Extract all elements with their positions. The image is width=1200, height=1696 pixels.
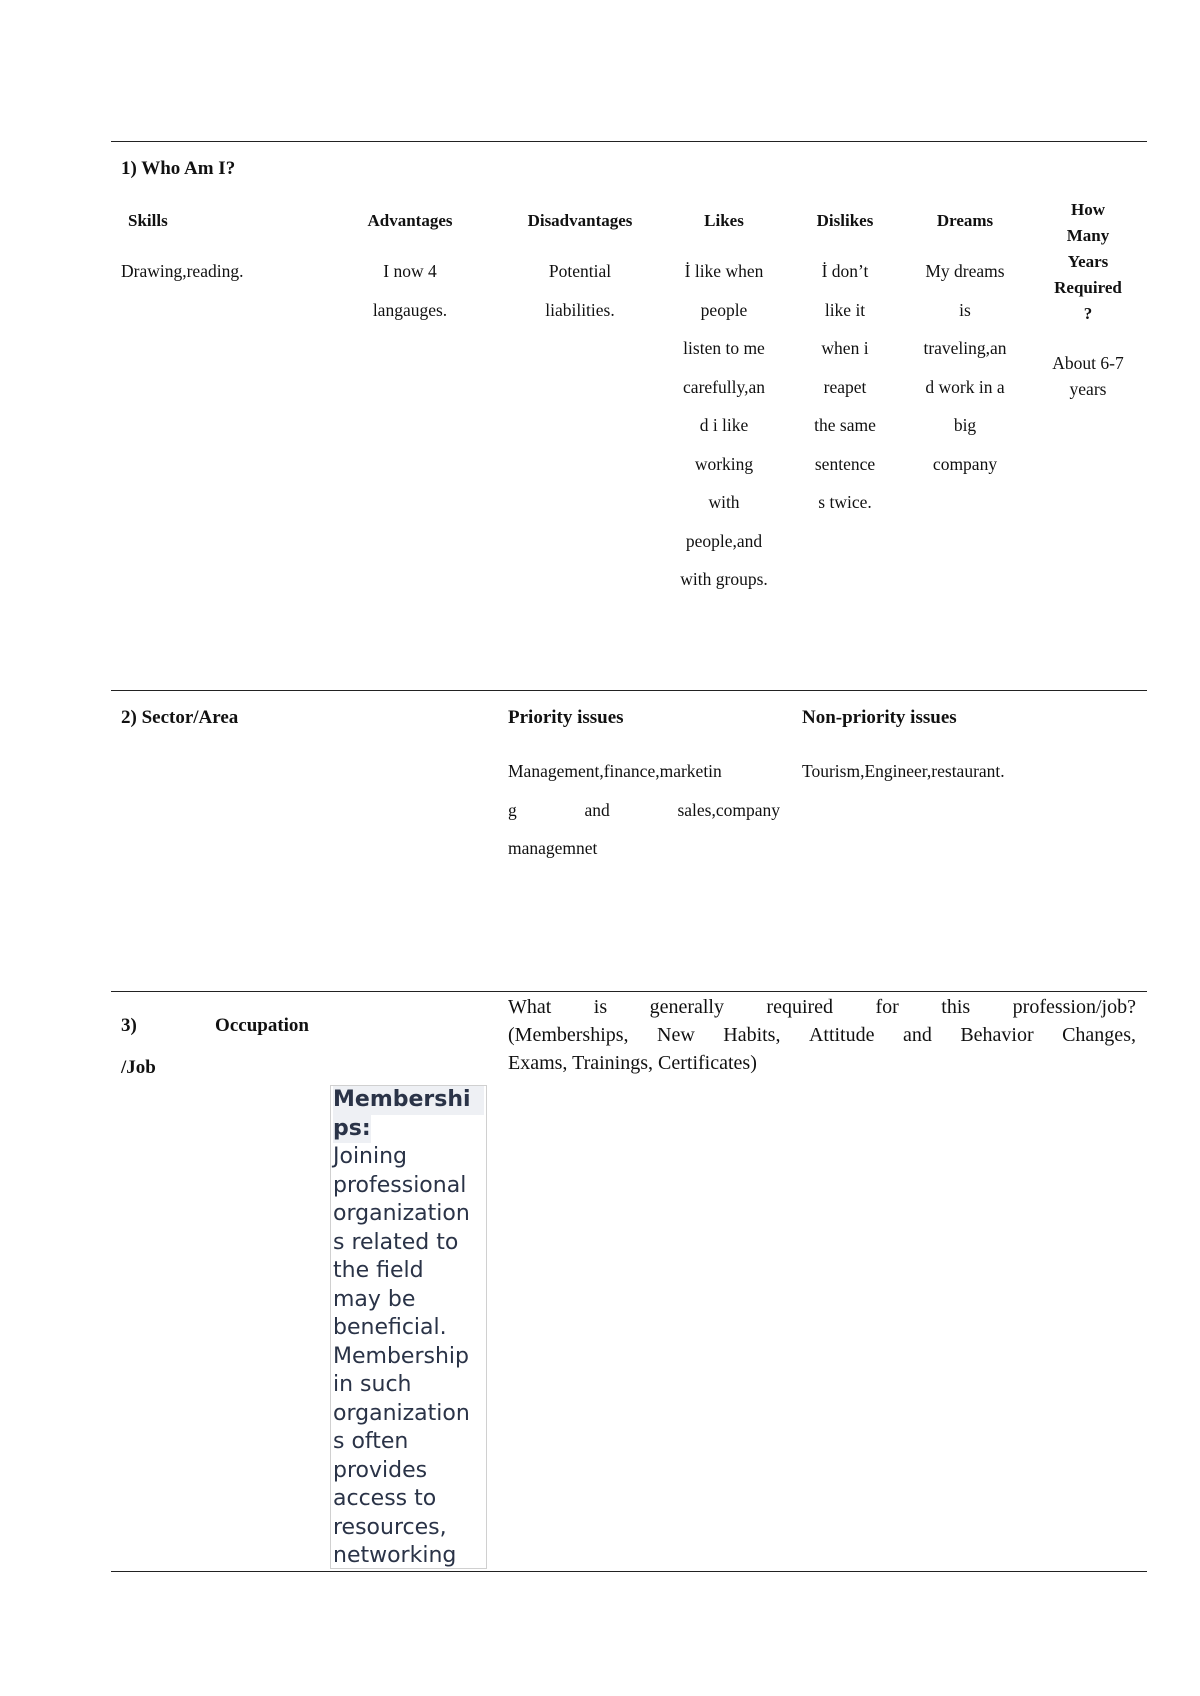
likes-line: with groups.: [680, 569, 768, 589]
dislikes-line: reapet: [823, 376, 867, 397]
priority-line: [508, 791, 780, 830]
priority-word: sales,company: [677, 799, 780, 820]
years-line: About 6-7: [1052, 353, 1124, 373]
priority-issues-cell: [508, 752, 780, 868]
skills-cell: [121, 252, 243, 291]
likes-cell: [664, 252, 784, 599]
question-word: generally: [649, 996, 724, 1018]
question-word: is: [593, 996, 608, 1018]
likes-line: people: [700, 299, 748, 320]
memberships-body-line: provides: [333, 1457, 428, 1483]
dreams-line: d work in a: [925, 376, 1005, 397]
memberships-content: [331, 1086, 486, 1569]
header-years-line: How: [1071, 200, 1105, 219]
priority-word: and: [584, 799, 610, 820]
likes-line: d i like: [699, 415, 749, 435]
disadvantages-line: Potential: [548, 261, 612, 281]
dislikes-line: s twice.: [818, 492, 872, 512]
years-line: years: [1069, 379, 1107, 399]
nonpriority-issues-header: Non-priority issues: [802, 707, 957, 728]
section-1-title: 1) Who Am I?: [121, 158, 236, 179]
years-cell: [1030, 350, 1146, 402]
likes-line: carefully,an: [683, 376, 765, 397]
memberships-body-line: s often: [333, 1429, 409, 1454]
top-rule-section-1: [111, 141, 1147, 142]
memberships-body-line: beneficial.: [333, 1315, 447, 1340]
section-3-title-line: [121, 1005, 309, 1047]
header-years-line: ?: [1083, 304, 1093, 323]
priority-line: managemnet: [508, 838, 598, 858]
header-advantages: Advantages: [367, 211, 453, 230]
question-word: profession/job?: [1012, 996, 1136, 1018]
question-word: (Memberships,: [508, 1024, 629, 1046]
advantages-line: I now 4: [383, 261, 437, 281]
header-years-line: Required: [1054, 278, 1122, 297]
memberships-heading-line: Membershi: [333, 1086, 484, 1115]
memberships-body-line: professional: [333, 1172, 467, 1198]
section-3-title-number: 3): [121, 1015, 137, 1036]
priority-issues-header: Priority issues: [508, 707, 624, 728]
likes-line: İ like when: [684, 261, 764, 281]
header-likes: Likes: [704, 211, 744, 230]
section-2-title: 2) Sector/Area: [121, 707, 239, 728]
likes-line: with: [708, 492, 740, 512]
memberships-body-line: s related to: [333, 1229, 459, 1255]
dislikes-line: when i: [821, 338, 869, 358]
question-word: this: [941, 996, 971, 1018]
top-rule-section-3: [111, 991, 1147, 992]
memberships-body-line: networking: [333, 1543, 457, 1568]
likes-line: working: [694, 453, 754, 474]
priority-word: g: [508, 799, 517, 820]
question-word: New: [657, 1024, 695, 1046]
question-word: Changes,: [1062, 1024, 1136, 1046]
top-rule-section-2: [111, 690, 1147, 691]
memberships-text-box: [330, 1085, 487, 1569]
question-word: Habits,: [723, 1024, 781, 1046]
header-years-line: Years: [1067, 252, 1109, 271]
memberships-body-line: access to: [333, 1486, 437, 1511]
skills-line: Drawing,reading.: [121, 261, 244, 281]
advantages-line: langauges.: [372, 299, 448, 320]
question-word: Behavior: [960, 1024, 1034, 1046]
nonpriority-issues-cell: Tourism,Engineer,restaurant.: [802, 761, 1005, 781]
question-line: [508, 993, 1136, 1021]
memberships-body-line: Joining: [333, 1144, 408, 1169]
section-3-title-word: Occupation: [215, 1015, 309, 1036]
memberships-body-line: in such: [333, 1372, 412, 1397]
header-how-many-years: [1030, 197, 1146, 327]
dislikes-line: the same: [814, 415, 876, 435]
question-word: Attitude: [808, 1024, 875, 1046]
dreams-line: big: [953, 415, 977, 435]
bottom-rule-section-3: [111, 1571, 1147, 1572]
question-word: and: [902, 1024, 932, 1046]
header-skills: Skills: [128, 211, 168, 230]
question-word: What: [508, 996, 552, 1018]
memberships-body-line: the field: [333, 1258, 424, 1283]
question-word: for: [875, 996, 899, 1018]
likes-line: people,and: [685, 530, 763, 551]
memberships-body-line: organization: [333, 1201, 470, 1226]
section-3-title: [121, 1005, 309, 1089]
header-years-line: Many: [1066, 226, 1110, 245]
likes-line: listen to me: [683, 338, 765, 358]
dreams-line: My dreams: [925, 261, 1005, 281]
header-disadvantages: Disadvantages: [527, 211, 633, 230]
dreams-line: traveling,an: [923, 338, 1007, 358]
memberships-body-line: Membership: [333, 1343, 469, 1369]
header-dreams: Dreams: [936, 211, 994, 230]
dreams-cell: [905, 252, 1025, 483]
dislikes-line: İ don’t: [821, 261, 869, 281]
memberships-heading-line: ps:: [333, 1115, 371, 1144]
question-word: required: [766, 996, 834, 1018]
header-dislikes: Dislikes: [816, 211, 874, 230]
disadvantages-cell: [500, 252, 660, 329]
question-line: [508, 1021, 1136, 1049]
question-line: Exams, Trainings, Certificates): [508, 1052, 757, 1074]
section-3-title-line: /Job: [121, 1057, 156, 1078]
dislikes-cell: [795, 252, 895, 522]
disadvantages-line: liabilities.: [545, 299, 615, 320]
dislikes-line: sentence: [814, 453, 876, 474]
requirements-question: [508, 993, 1136, 1077]
memberships-body-line: organization: [333, 1400, 470, 1426]
dreams-line: is: [959, 299, 971, 320]
advantages-cell: [340, 252, 480, 329]
memberships-body-line: resources,: [333, 1514, 447, 1540]
dislikes-line: like it: [824, 299, 866, 320]
memberships-body-line: may be: [333, 1286, 416, 1312]
priority-line: Management,finance,marketin: [508, 761, 722, 781]
dreams-line: company: [932, 453, 998, 474]
